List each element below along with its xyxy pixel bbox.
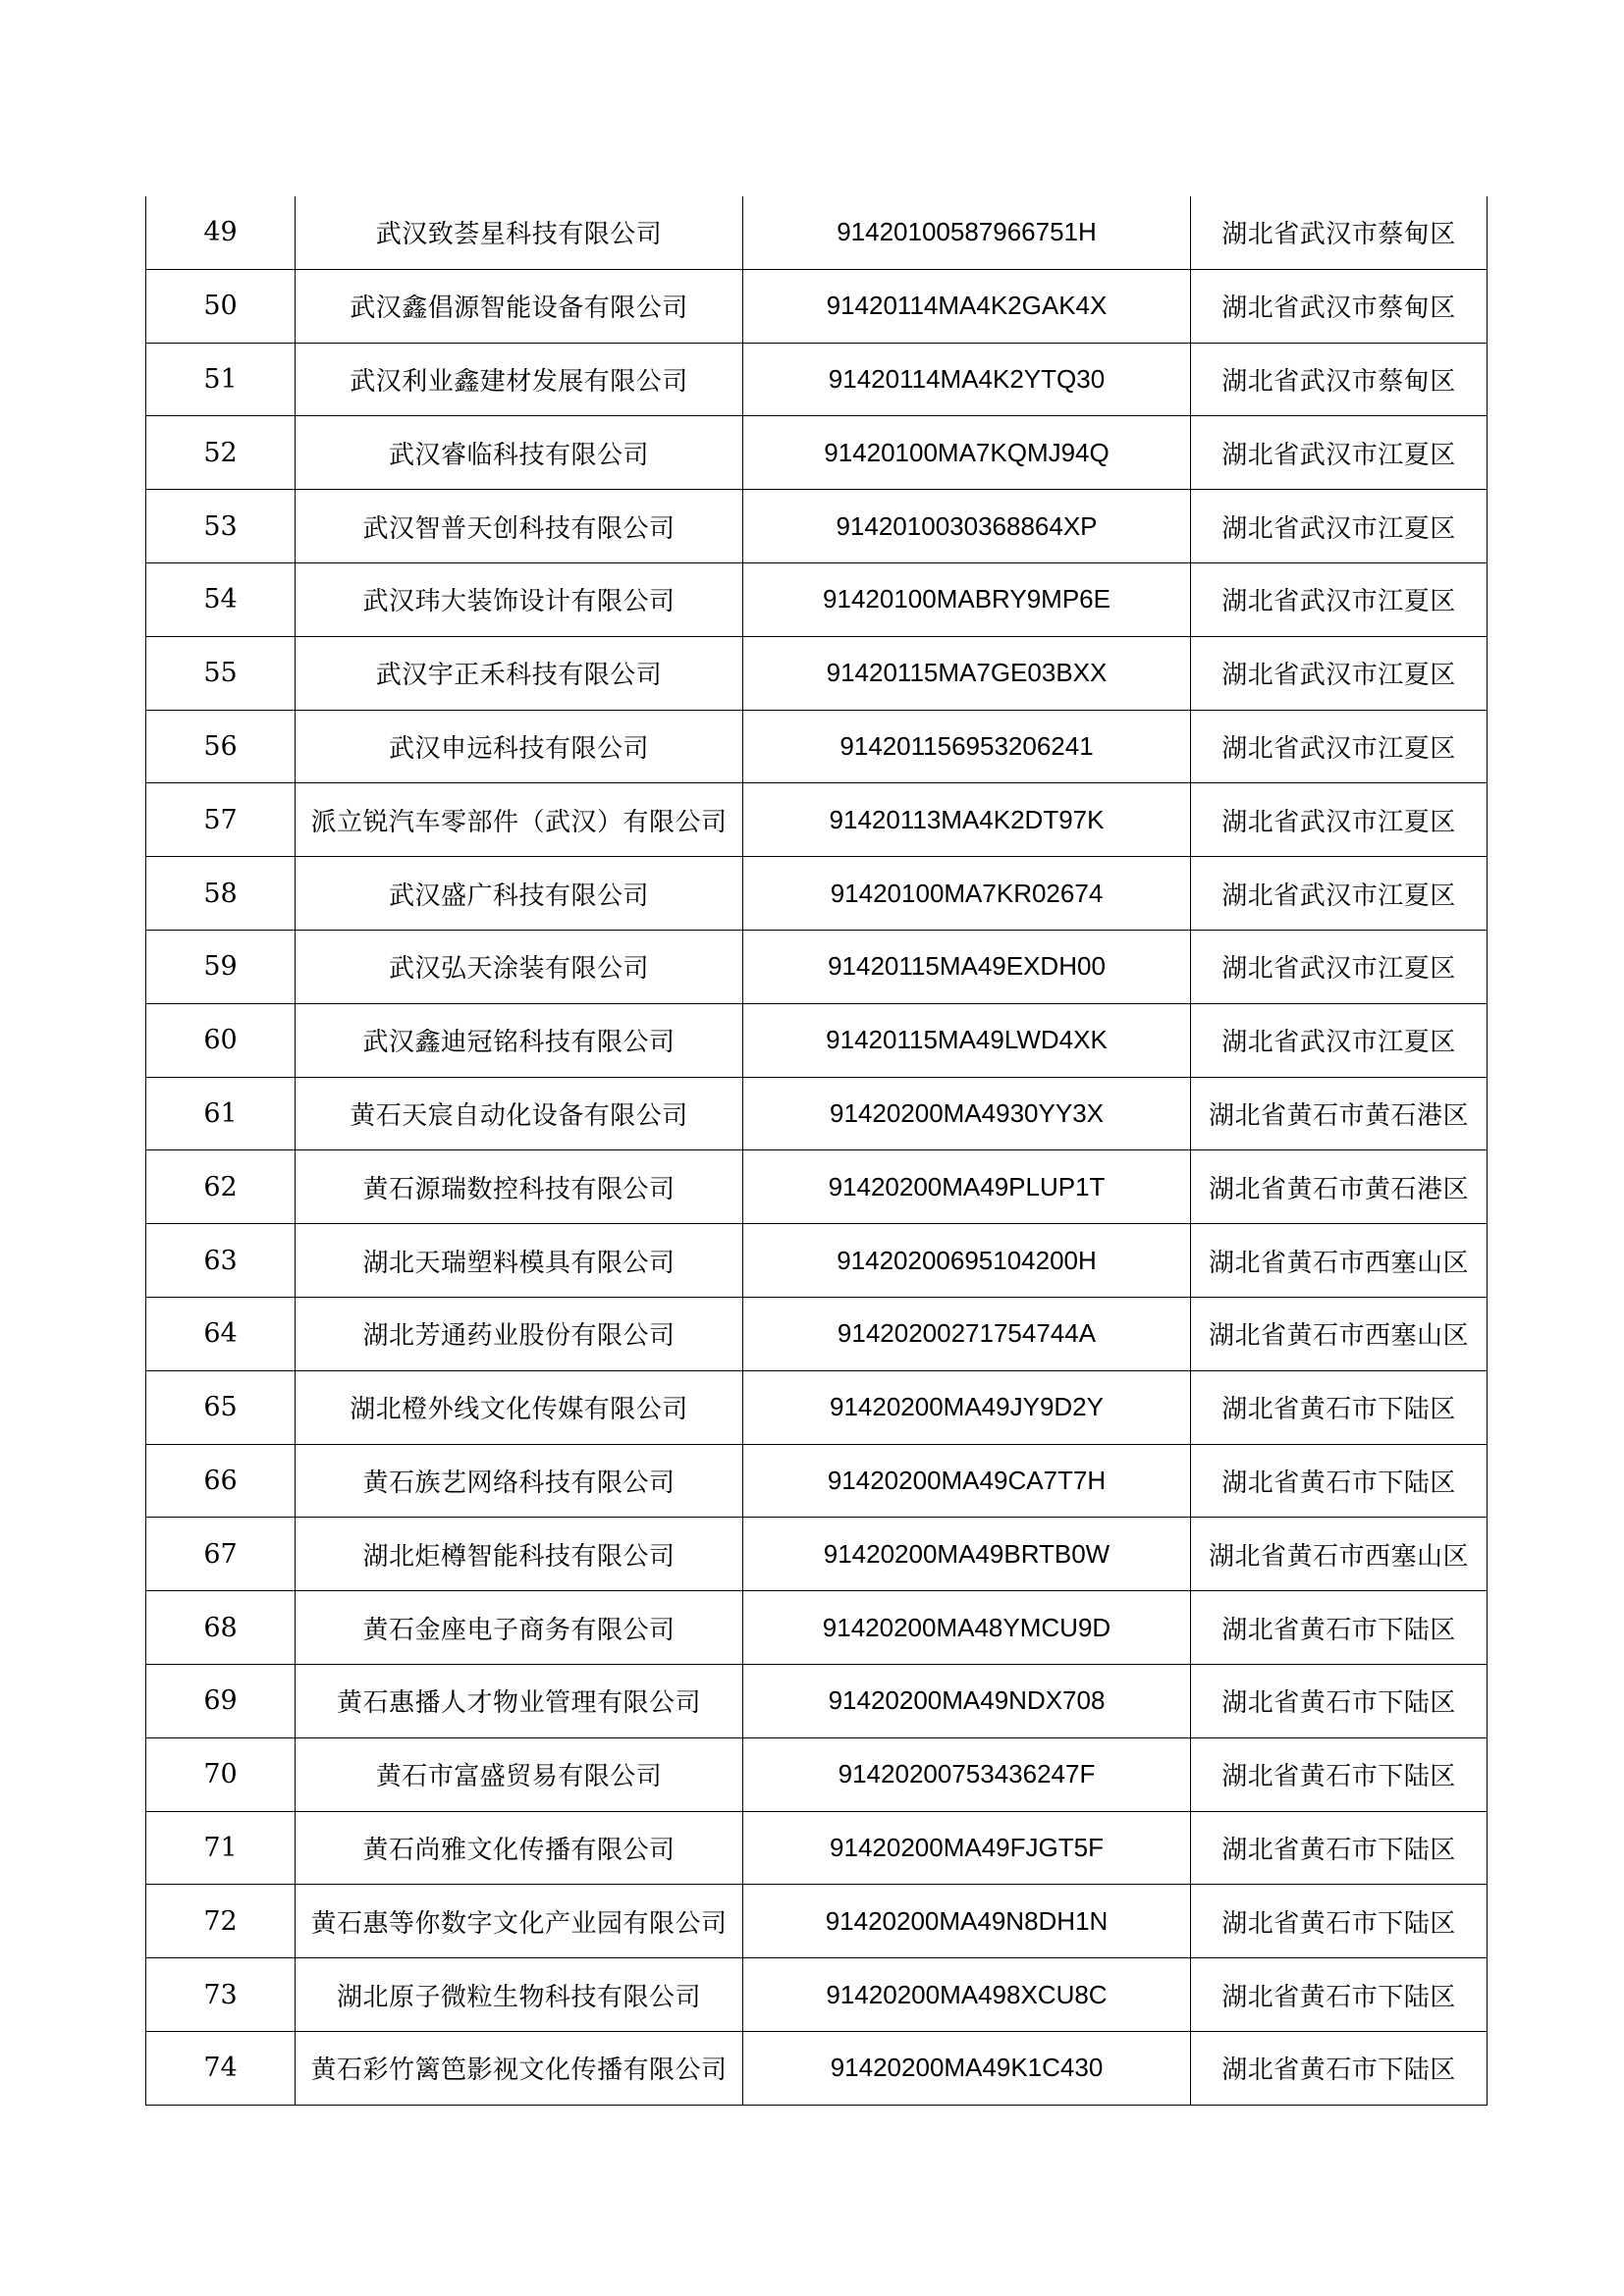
table-row <box>146 196 1488 269</box>
row-number: 54 <box>146 562 296 636</box>
credit-code: 91420200MA49CA7T7H <box>743 1444 1191 1518</box>
row-number: 61 <box>146 1077 296 1150</box>
table-row <box>146 857 1488 931</box>
company-location: 湖北省黄石市下陆区 <box>1191 1444 1488 1518</box>
credit-code: 91420115MA49LWD4XK <box>743 1003 1191 1077</box>
company-name: 湖北橙外线文化传媒有限公司 <box>296 1370 743 1444</box>
row-number: 74 <box>146 2031 296 2105</box>
row-number: 60 <box>146 1003 296 1077</box>
company-name: 黄石金座电子商务有限公司 <box>296 1591 743 1665</box>
row-number: 64 <box>146 1297 296 1370</box>
row-number: 71 <box>146 1811 296 1885</box>
row-number: 52 <box>146 416 296 490</box>
row-number: 69 <box>146 1664 296 1737</box>
credit-code: 91420200MA48YMCU9D <box>743 1591 1191 1665</box>
company-location: 湖北省武汉市江夏区 <box>1191 710 1488 783</box>
credit-code: 91420200271754744A <box>743 1297 1191 1370</box>
table-row <box>146 710 1488 783</box>
table-row <box>146 930 1488 1003</box>
row-number: 56 <box>146 710 296 783</box>
company-location: 湖北省黄石市西塞山区 <box>1191 1297 1488 1370</box>
company-name: 派立锐汽车零部件（武汉）有限公司 <box>296 783 743 857</box>
company-location: 湖北省武汉市江夏区 <box>1191 562 1488 636</box>
table-row <box>146 1885 1488 1958</box>
company-location: 湖北省武汉市江夏区 <box>1191 857 1488 931</box>
credit-code: 91420100MA7KR02674 <box>743 857 1191 931</box>
company-name: 武汉盛广科技有限公司 <box>296 857 743 931</box>
company-location: 湖北省黄石市下陆区 <box>1191 1885 1488 1958</box>
table-row <box>146 783 1488 857</box>
table-row <box>146 1444 1488 1518</box>
company-location: 湖北省黄石市西塞山区 <box>1191 1518 1488 1591</box>
table-row <box>146 1370 1488 1444</box>
table-row <box>146 343 1488 416</box>
company-location: 湖北省武汉市蔡甸区 <box>1191 343 1488 416</box>
credit-code: 91420100MABRY9MP6E <box>743 562 1191 636</box>
row-number: 50 <box>146 269 296 343</box>
table-row <box>146 1811 1488 1885</box>
company-name: 黄石彩竹篱笆影视文化传播有限公司 <box>296 2031 743 2105</box>
row-number: 68 <box>146 1591 296 1665</box>
company-location: 湖北省武汉市江夏区 <box>1191 783 1488 857</box>
company-name: 武汉智普天创科技有限公司 <box>296 490 743 563</box>
row-number: 72 <box>146 1885 296 1958</box>
company-table <box>145 196 1488 2106</box>
credit-code: 9142010030368864XP <box>743 490 1191 563</box>
company-location: 湖北省黄石市下陆区 <box>1191 1370 1488 1444</box>
table-row <box>146 1737 1488 1811</box>
credit-code: 91420200MA498XCU8C <box>743 1958 1191 2032</box>
company-name: 湖北炬樽智能科技有限公司 <box>296 1518 743 1591</box>
company-name: 武汉睿临科技有限公司 <box>296 416 743 490</box>
table-row <box>146 1003 1488 1077</box>
credit-code: 914201156953206241 <box>743 710 1191 783</box>
company-name: 武汉弘天涂装有限公司 <box>296 930 743 1003</box>
company-name: 武汉利业鑫建材发展有限公司 <box>296 343 743 416</box>
credit-code: 91420115MA7GE03BXX <box>743 636 1191 710</box>
table-row <box>146 1518 1488 1591</box>
credit-code: 91420100MA7KQMJ94Q <box>743 416 1191 490</box>
row-number: 73 <box>146 1958 296 2032</box>
table-row <box>146 1150 1488 1224</box>
row-number: 65 <box>146 1370 296 1444</box>
row-number: 55 <box>146 636 296 710</box>
company-location: 湖北省武汉市江夏区 <box>1191 930 1488 1003</box>
table-row <box>146 1297 1488 1370</box>
row-number: 51 <box>146 343 296 416</box>
table-row <box>146 1664 1488 1737</box>
company-location: 湖北省黄石市下陆区 <box>1191 2031 1488 2105</box>
company-location: 湖北省黄石市下陆区 <box>1191 1737 1488 1811</box>
company-name: 武汉鑫迪冠铭科技有限公司 <box>296 1003 743 1077</box>
company-name: 武汉致荟星科技有限公司 <box>296 196 743 269</box>
credit-code: 91420114MA4K2YTQ30 <box>743 343 1191 416</box>
credit-code: 91420200MA49BRTB0W <box>743 1518 1191 1591</box>
company-name: 黄石源瑞数控科技有限公司 <box>296 1150 743 1224</box>
row-number: 62 <box>146 1150 296 1224</box>
row-number: 49 <box>146 196 296 269</box>
company-location: 湖北省黄石市下陆区 <box>1191 1958 1488 2032</box>
company-location: 湖北省黄石市下陆区 <box>1191 1591 1488 1665</box>
row-number: 57 <box>146 783 296 857</box>
table-row <box>146 1958 1488 2032</box>
table-row <box>146 636 1488 710</box>
company-location: 湖北省武汉市江夏区 <box>1191 636 1488 710</box>
company-location: 湖北省黄石市下陆区 <box>1191 1664 1488 1737</box>
credit-code: 91420200MA4930YY3X <box>743 1077 1191 1150</box>
credit-code: 91420200695104200H <box>743 1224 1191 1298</box>
credit-code: 91420114MA4K2GAK4X <box>743 269 1191 343</box>
credit-code: 91420200MA49NDX708 <box>743 1664 1191 1737</box>
company-name: 湖北天瑞塑料模具有限公司 <box>296 1224 743 1298</box>
company-location: 湖北省武汉市江夏区 <box>1191 1003 1488 1077</box>
company-location: 湖北省黄石市黄石港区 <box>1191 1150 1488 1224</box>
row-number: 63 <box>146 1224 296 1298</box>
company-name: 黄石尚雅文化传播有限公司 <box>296 1811 743 1885</box>
company-location: 湖北省武汉市蔡甸区 <box>1191 269 1488 343</box>
company-name: 武汉申远科技有限公司 <box>296 710 743 783</box>
company-location: 湖北省黄石市下陆区 <box>1191 1811 1488 1885</box>
company-name: 黄石惠播人才物业管理有限公司 <box>296 1664 743 1737</box>
company-name: 黄石天宸自动化设备有限公司 <box>296 1077 743 1150</box>
company-name: 湖北芳通药业股份有限公司 <box>296 1297 743 1370</box>
row-number: 70 <box>146 1737 296 1811</box>
company-table-body <box>146 196 1488 2105</box>
credit-code: 91420100587966751H <box>743 196 1191 269</box>
table-row <box>146 562 1488 636</box>
table-row <box>146 1077 1488 1150</box>
row-number: 66 <box>146 1444 296 1518</box>
credit-code: 91420113MA4K2DT97K <box>743 783 1191 857</box>
company-location: 湖北省黄石市黄石港区 <box>1191 1077 1488 1150</box>
company-name: 武汉宇正禾科技有限公司 <box>296 636 743 710</box>
row-number: 58 <box>146 857 296 931</box>
company-name: 黄石市富盛贸易有限公司 <box>296 1737 743 1811</box>
table-row <box>146 416 1488 490</box>
credit-code: 91420115MA49EXDH00 <box>743 930 1191 1003</box>
credit-code: 91420200MA49FJGT5F <box>743 1811 1191 1885</box>
credit-code: 91420200MA49N8DH1N <box>743 1885 1191 1958</box>
table-row <box>146 269 1488 343</box>
credit-code: 91420200MA49PLUP1T <box>743 1150 1191 1224</box>
table-row <box>146 490 1488 563</box>
company-name: 武汉玮大装饰设计有限公司 <box>296 562 743 636</box>
credit-code: 91420200MA49K1C430 <box>743 2031 1191 2105</box>
company-name: 武汉鑫倡源智能设备有限公司 <box>296 269 743 343</box>
company-name: 黄石惠等你数字文化产业园有限公司 <box>296 1885 743 1958</box>
table-row <box>146 1591 1488 1665</box>
company-name: 黄石族艺网络科技有限公司 <box>296 1444 743 1518</box>
credit-code: 91420200753436247F <box>743 1737 1191 1811</box>
company-location: 湖北省武汉市江夏区 <box>1191 416 1488 490</box>
credit-code: 91420200MA49JY9D2Y <box>743 1370 1191 1444</box>
company-location: 湖北省黄石市西塞山区 <box>1191 1224 1488 1298</box>
row-number: 67 <box>146 1518 296 1591</box>
company-location: 湖北省武汉市蔡甸区 <box>1191 196 1488 269</box>
company-location: 湖北省武汉市江夏区 <box>1191 490 1488 563</box>
table-row <box>146 1224 1488 1298</box>
row-number: 59 <box>146 930 296 1003</box>
company-name: 湖北原子微粒生物科技有限公司 <box>296 1958 743 2032</box>
table-row <box>146 2031 1488 2105</box>
row-number: 53 <box>146 490 296 563</box>
